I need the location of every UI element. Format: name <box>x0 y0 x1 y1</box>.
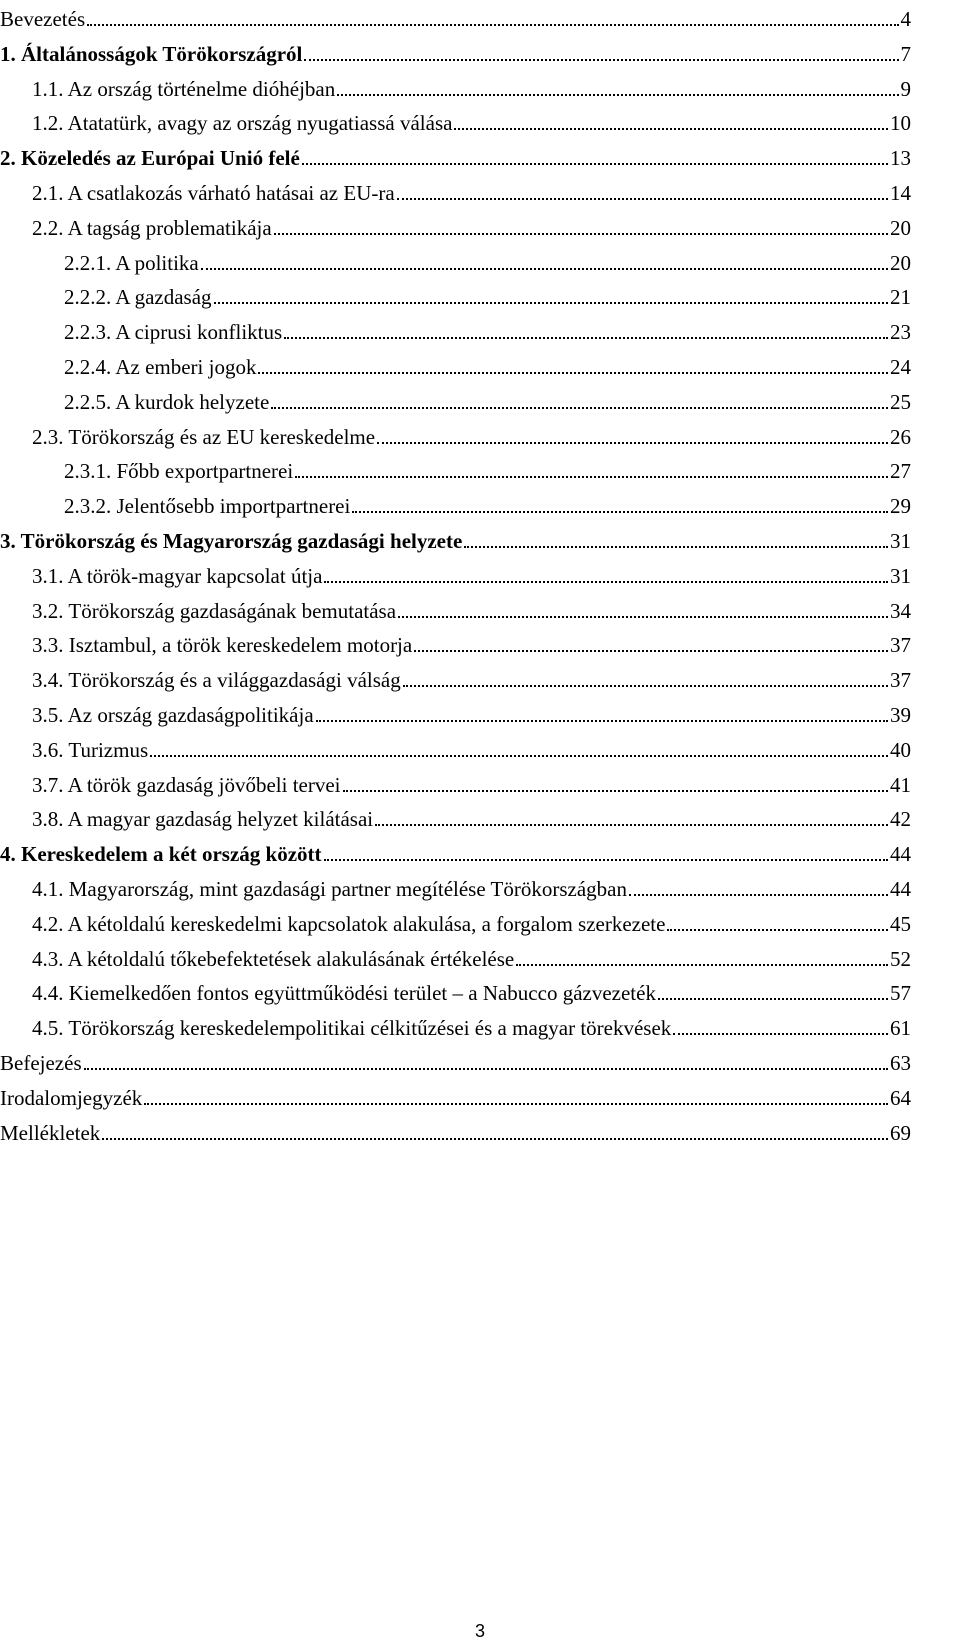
toc-dot-leader <box>302 163 888 165</box>
toc-entry[interactable] <box>64 313 911 347</box>
toc-entry-page: 40 <box>890 737 911 762</box>
toc-entry-page: 57 <box>890 981 911 1006</box>
toc-entry-page: 20 <box>890 215 911 240</box>
toc-dot-leader <box>304 59 898 61</box>
toc-dot-leader <box>343 790 888 792</box>
toc-entry[interactable] <box>0 0 911 34</box>
toc-dot-leader <box>284 337 888 339</box>
toc-entry[interactable] <box>64 244 911 278</box>
toc-entry[interactable] <box>32 696 911 730</box>
toc-entry-title: 4. Kereskedelem a két ország között <box>0 842 322 867</box>
toc-dot-leader <box>658 998 888 1000</box>
toc-entry-title: 3.7. A török gazdaság jövőbeli tervei <box>32 772 341 797</box>
toc-entry-title: 1. Általánosságok Törökországról <box>0 41 303 66</box>
toc-entry-page: 31 <box>890 529 911 553</box>
toc-entry[interactable] <box>0 35 911 69</box>
toc-entry[interactable] <box>64 383 911 417</box>
toc-entry[interactable] <box>0 139 911 173</box>
toc-entry-page: 34 <box>890 598 911 623</box>
toc-entry[interactable] <box>32 104 911 138</box>
toc-entry[interactable] <box>32 592 911 626</box>
toc-entry-page: 4 <box>900 7 911 31</box>
toc-dot-leader <box>295 476 888 478</box>
toc-entry-page: 52 <box>890 946 911 971</box>
toc-entry-page: 31 <box>890 563 911 588</box>
toc-entry-title: 2.1. A csatlakozás várható hatásai az EU-ra <box>32 181 395 205</box>
toc-dot-leader <box>667 929 888 931</box>
toc-entry-title: Mellékletek <box>0 1120 101 1145</box>
toc-dot-leader <box>398 616 888 618</box>
toc-entry-page: 45 <box>890 911 911 936</box>
toc-entry-page: 23 <box>890 320 911 345</box>
toc-entry-title: 4.2. A kétoldalú kereskedelmi kapcsolatok alakulása, a forgalom szerkezete <box>32 911 666 936</box>
toc-entry-title: 2.2. A tagság problematikája <box>32 215 272 240</box>
toc-entry-title: 2.2.4. Az emberi jogok <box>64 355 257 379</box>
toc-entry[interactable] <box>64 278 911 312</box>
toc-dot-leader <box>316 720 888 722</box>
toc-dot-leader <box>324 859 888 861</box>
toc-entry-page: 9 <box>900 76 911 101</box>
toc-entry-title: 2.2.3. A ciprusi konfliktus <box>64 320 283 345</box>
toc-entry-title: 3.3. Isztambul, a török kereskedelem motorja <box>32 633 413 658</box>
toc-dot-leader <box>629 894 888 896</box>
toc-entry-title: 2.3. Törökország és az EU kereskedelme <box>32 424 376 449</box>
toc-dot-leader <box>258 372 888 374</box>
toc-entry-title: 2. Közeledés az Európai Unió felé <box>0 146 300 171</box>
toc-entry-page: 25 <box>890 389 911 414</box>
toc-entry-page: 69 <box>890 1120 911 1145</box>
toc-entry-title: 4.4. Kiemelkedően fontos együttműködési terület – a Nabucco gázvezeték <box>32 981 656 1006</box>
toc-dot-leader <box>516 964 888 966</box>
toc-dot-leader <box>414 650 888 652</box>
toc-entry-title: 3.1. A török-magyar kapcsolat útja <box>32 563 323 588</box>
toc-entry[interactable] <box>32 940 911 974</box>
toc-entry[interactable] <box>32 557 911 591</box>
toc-entry-page: 7 <box>900 41 911 66</box>
toc-entry-page: 26 <box>890 424 911 449</box>
toc-entry[interactable] <box>32 209 911 243</box>
toc-dot-leader <box>454 128 888 130</box>
toc-entry-title: 1.1. Az ország történelme dióhéjban <box>32 76 336 101</box>
toc-dot-leader <box>214 302 888 304</box>
toc-dot-leader <box>84 1068 888 1070</box>
toc-entry-page: 42 <box>890 807 911 832</box>
toc-entry[interactable] <box>32 870 911 904</box>
toc-entry-title: 2.3.1. Főbb exportpartnerei <box>64 459 294 484</box>
toc-dot-leader <box>377 442 888 444</box>
toc-entry[interactable] <box>64 487 911 521</box>
toc-entry-page: 27 <box>890 459 911 484</box>
toc-entry-page: 44 <box>890 842 911 867</box>
toc-entry-page: 14 <box>890 181 911 205</box>
toc-entry-title: Irodalomjegyzék <box>0 1085 143 1110</box>
toc-entry-page: 20 <box>890 250 911 275</box>
toc-entry-page: 63 <box>890 1051 911 1075</box>
toc-entry[interactable] <box>32 418 911 452</box>
toc-entry-page: 39 <box>890 703 911 727</box>
toc-dot-leader <box>352 511 888 513</box>
toc-dot-leader <box>271 407 888 409</box>
toc-entry-title: 3.4. Törökország és a világgazdasági válság <box>32 668 401 693</box>
toc-entry[interactable] <box>0 835 911 869</box>
toc-entry[interactable] <box>32 905 911 939</box>
toc-entry-page: 37 <box>890 633 911 658</box>
toc-dot-leader <box>144 1103 888 1105</box>
toc-entry-title: 4.5. Törökország kereskedelempolitikai célkitűzései és a magyar törekvések <box>32 1016 672 1041</box>
toc-dot-leader <box>324 581 888 583</box>
toc-dot-leader <box>673 1033 888 1035</box>
toc-entry[interactable] <box>32 1009 911 1043</box>
toc-entry-title: 3.8. A magyar gazdaság helyzet kilátásai <box>32 807 374 832</box>
toc-entry-title: 3. Törökország és Magyarország gazdasági helyzete <box>0 529 463 553</box>
toc-entry-page: 41 <box>890 772 911 797</box>
toc-entry-page: 29 <box>890 494 911 519</box>
toc-entry[interactable] <box>0 522 911 556</box>
toc-entry[interactable] <box>0 1114 911 1148</box>
toc-dot-leader <box>150 755 888 757</box>
toc-entry[interactable] <box>0 1044 911 1078</box>
toc-entry-title: 2.2.5. A kurdok helyzete <box>64 389 270 414</box>
toc-entry[interactable] <box>64 348 911 382</box>
toc-entry-title: 1.2. Atatatürk, avagy az ország nyugatiassá válása <box>32 111 453 136</box>
toc-entry[interactable] <box>32 174 911 208</box>
toc-entry-title: 2.2.1. A politika <box>64 250 199 275</box>
page-number: 3 <box>474 1621 485 1641</box>
toc-dot-leader <box>464 546 888 548</box>
toc-entry-page: 13 <box>890 146 911 171</box>
toc-entry-title: 4.3. A kétoldalú tőkebefektetések alakulásának értékelése <box>32 946 515 971</box>
toc-entry-title: 3.5. Az ország gazdaságpolitikája <box>32 703 314 727</box>
toc-dot-leader <box>375 824 888 826</box>
toc-entry-title: 2.2.2. A gazdaság <box>64 285 212 310</box>
toc-dot-leader <box>201 268 888 270</box>
toc-entry[interactable] <box>0 1079 911 1113</box>
toc-entry-page: 61 <box>890 1016 911 1041</box>
toc-entry-title: Befejezés <box>0 1051 82 1075</box>
toc-entry[interactable] <box>32 731 911 765</box>
toc-entry-title: 4.1. Magyarország, mint gazdasági partner megítélése Törökországban <box>32 877 627 901</box>
toc-entry-title: 2.3.2. Jelentősebb importpartnerei <box>64 494 351 519</box>
toc-entry[interactable] <box>32 974 911 1008</box>
toc-entry[interactable] <box>32 661 911 695</box>
toc-entry[interactable] <box>32 766 911 800</box>
toc-entry[interactable] <box>64 452 911 486</box>
toc-entry-page: 24 <box>890 355 911 379</box>
toc-entry-page: 10 <box>890 111 911 136</box>
toc-entry-page: 44 <box>890 877 911 901</box>
toc-entry-page: 21 <box>890 285 911 310</box>
toc-entry[interactable] <box>32 626 911 660</box>
toc-dot-leader <box>102 1138 888 1140</box>
toc-entry-title: 3.2. Törökország gazdaságának bemutatása <box>32 598 397 623</box>
toc-entry-page: 37 <box>890 668 911 693</box>
toc-entry-title: Bevezetés <box>0 7 86 31</box>
toc-dot-leader <box>87 24 898 26</box>
toc-entry[interactable] <box>32 70 911 104</box>
toc-dot-leader <box>403 685 888 687</box>
toc-dot-leader <box>274 233 888 235</box>
toc-dot-leader <box>337 94 898 96</box>
toc-entry[interactable] <box>32 800 911 834</box>
toc-entry-page: 64 <box>890 1085 911 1110</box>
toc-dot-leader <box>397 198 888 200</box>
toc-entry-title: 3.6. Turizmus <box>32 737 149 762</box>
